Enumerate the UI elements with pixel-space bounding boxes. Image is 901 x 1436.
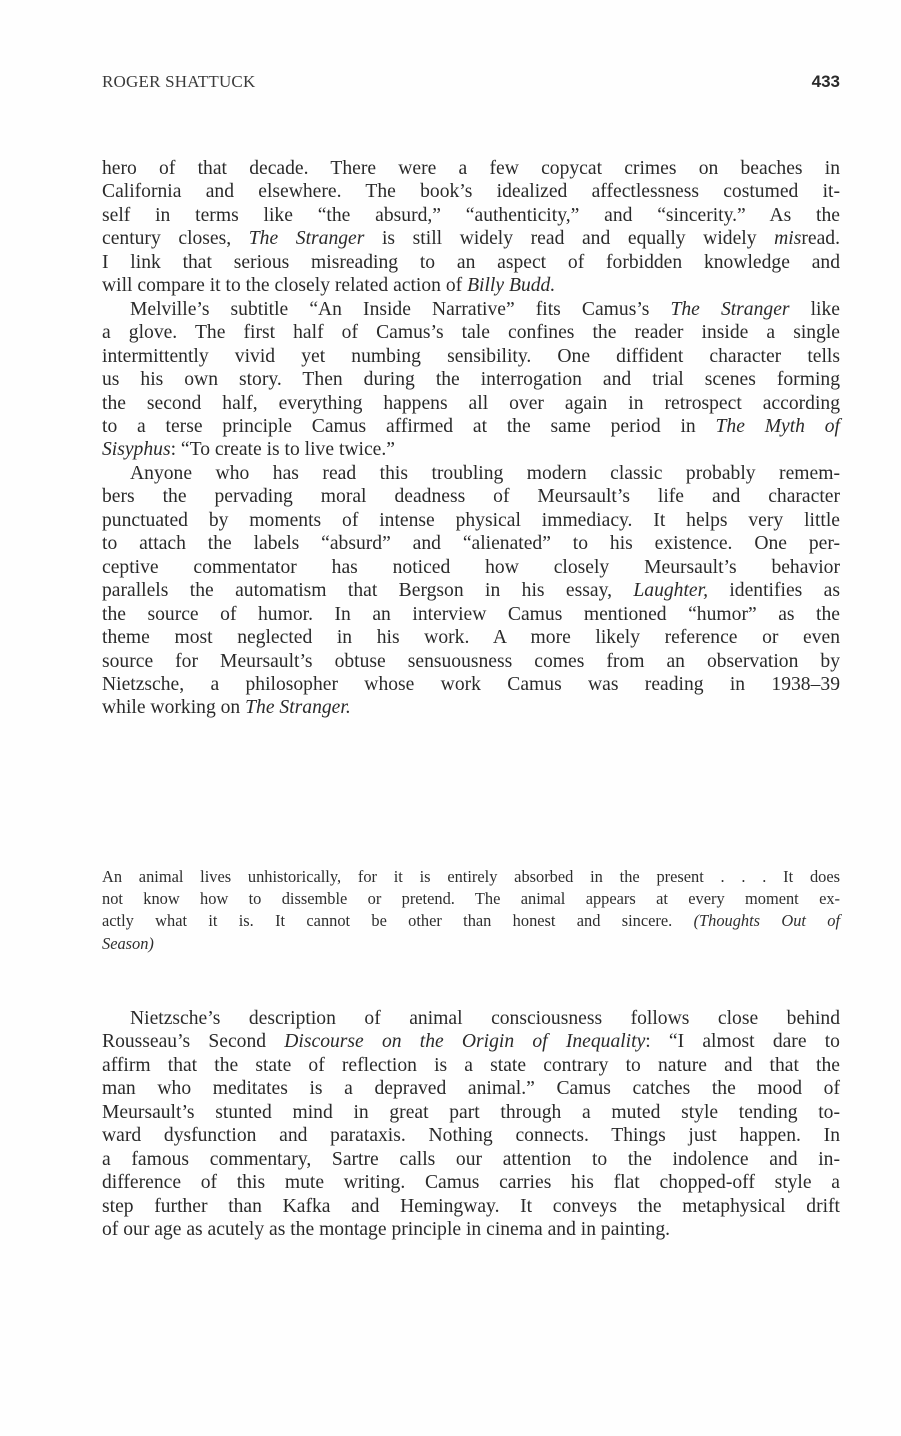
paragraph-p1 xyxy=(102,157,840,298)
text-run: not know how to dissemble or pretend. The animal appears at every moment ex- xyxy=(102,889,840,909)
paragraph-p4 xyxy=(102,1007,840,1242)
text-run: parallels the automatism that Bergson in his essay, xyxy=(102,580,634,602)
italic-title: (Thoughts Out of xyxy=(693,911,841,931)
text-run: Meursault’s stunted mind in great part through a muted style tending to- xyxy=(102,1101,840,1123)
text-line xyxy=(102,1148,840,1171)
text-line xyxy=(102,866,840,888)
text-run: will compare it to the closely related action of xyxy=(102,275,468,297)
text-line xyxy=(102,626,840,649)
text-run: intermittently vivid yet numbing sensibility. One diffident character tells xyxy=(102,345,840,367)
text-line xyxy=(102,509,840,532)
text-line xyxy=(102,415,840,438)
italic-title: Billy Budd. xyxy=(467,275,556,297)
text-line xyxy=(102,673,840,696)
text-run: century closes, xyxy=(102,228,249,250)
text-line xyxy=(102,696,840,719)
text-line xyxy=(102,1030,840,1053)
italic-title: mis xyxy=(774,228,802,250)
text-run: source for Meursault’s obtuse sensuousness comes from an observation by xyxy=(102,650,840,672)
text-run: us his own story. Then during the interrogation and trial scenes forming xyxy=(102,369,840,391)
text-run: a glove. The first half of Camus’s tale confines the reader inside a single xyxy=(102,322,840,344)
text-line xyxy=(102,157,840,180)
text-line xyxy=(102,1101,840,1124)
text-run: punctuated by moments of intense physical immediacy. It helps very little xyxy=(102,509,840,531)
text-line xyxy=(102,298,840,321)
text-line xyxy=(102,579,840,602)
text-run: California and elsewhere. The book’s idealized affectlessness costumed it- xyxy=(102,181,840,203)
italic-title: Season) xyxy=(102,933,154,953)
italic-title: Sisyphus xyxy=(102,439,171,461)
page-number: 433 xyxy=(811,72,840,91)
text-run: the source of humor. In an interview Camus mentioned “humor” as the xyxy=(102,603,840,625)
text-line xyxy=(102,227,840,250)
body-text-before-quote xyxy=(102,157,840,720)
text-line xyxy=(102,933,840,955)
text-line xyxy=(102,1195,840,1218)
text-line xyxy=(102,438,840,461)
text-run: difference of this mute writing. Camus carries his flat chopped-off style a xyxy=(102,1172,840,1194)
text-run: read. xyxy=(801,228,840,250)
text-line xyxy=(102,180,840,203)
paragraph-p3 xyxy=(102,462,840,720)
text-run: : “To create is to live twice.” xyxy=(170,439,395,461)
text-line xyxy=(102,1218,840,1241)
text-run: identifies as xyxy=(707,580,840,602)
text-line xyxy=(102,392,840,415)
text-line xyxy=(102,321,840,344)
text-line xyxy=(102,462,840,485)
text-run: a famous commentary, Sartre calls our attention to the indolence and in- xyxy=(102,1148,840,1170)
text-run: is still widely read and equally widely xyxy=(364,228,775,250)
text-line xyxy=(102,274,840,297)
text-run: hero of that decade. There were a few copycat crimes on beaches in xyxy=(102,158,840,179)
running-head xyxy=(102,72,840,96)
text-line xyxy=(102,603,840,626)
text-run: : “I almost dare to xyxy=(645,1031,840,1053)
text-line xyxy=(102,345,840,368)
text-line xyxy=(102,1171,840,1194)
block-quote-nietzsche xyxy=(102,866,840,955)
text-line xyxy=(102,650,840,673)
text-run: while working on xyxy=(102,697,246,719)
text-run: to a terse principle Camus affirmed at the same period in xyxy=(102,415,716,437)
text-run: theme most neglected in his work. A more likely reference or even xyxy=(102,627,840,649)
text-line xyxy=(102,556,840,579)
italic-title: Discourse on the Origin of Inequality xyxy=(284,1031,646,1053)
italic-title: Laughter, xyxy=(633,580,708,602)
text-run: actly what it is. It cannot be other than honest and sincere. xyxy=(102,911,694,931)
text-run: of our age as acutely as the montage principle in cinema and in painting. xyxy=(102,1219,671,1241)
text-line xyxy=(102,204,840,227)
text-run: ward dysfunction and parataxis. Nothing connects. Things just happen. In xyxy=(102,1125,840,1147)
italic-title: The Stranger. xyxy=(245,697,351,719)
text-run: to attach the labels “absurd” and “alienated” to his existence. One per- xyxy=(102,533,840,555)
text-line xyxy=(102,485,840,508)
text-run: affirm that the state of reflection is a state contrary to nature and that the xyxy=(102,1054,840,1076)
text-line xyxy=(102,251,840,274)
text-run: Nietzsche’s description of animal consciousness follows close behind xyxy=(130,1008,840,1029)
text-run: ceptive commentator has noticed how closely Meursault’s behavior xyxy=(102,556,840,578)
text-run: step further than Kafka and Hemingway. It conveys the metaphysical drift xyxy=(102,1195,840,1217)
text-run: Melville’s subtitle “An Inside Narrative” fits Camus’s xyxy=(130,298,671,320)
text-run: man who meditates is a depraved animal.” Camus catches the mood of xyxy=(102,1078,840,1100)
running-head-author: ROGER SHATTUCK xyxy=(102,72,256,91)
text-run: Anyone who has read this troubling modern classic probably remem- xyxy=(130,462,840,484)
text-run: like xyxy=(789,298,840,320)
text-run: self in terms like “the absurd,” “authenticity,” and “sincerity.” As the xyxy=(102,204,840,226)
text-line xyxy=(102,1054,840,1077)
text-line xyxy=(102,1007,840,1030)
body-text-after-quote xyxy=(102,1007,840,1242)
text-line xyxy=(102,910,840,932)
text-run: Nietzsche, a philosopher whose work Camus was reading in 1938–39 xyxy=(102,673,840,695)
text-run: bers the pervading moral deadness of Meursault’s life and character xyxy=(102,486,840,508)
text-run: the second half, everything happens all over again in retrospect according xyxy=(102,392,840,414)
text-line xyxy=(102,368,840,391)
text-line xyxy=(102,888,840,910)
text-line xyxy=(102,532,840,555)
italic-title: The Stranger xyxy=(248,228,365,250)
text-line xyxy=(102,1124,840,1147)
paragraph-p2 xyxy=(102,298,840,462)
text-run: Rousseau’s Second xyxy=(102,1031,285,1053)
text-run: An animal lives unhistorically, for it is entirely absorbed in the present . . . It does xyxy=(102,867,840,886)
italic-title: The Myth of xyxy=(715,415,841,437)
italic-title: The Stranger xyxy=(670,298,790,320)
text-run: I link that serious misreading to an aspect of forbidden knowledge and xyxy=(102,251,840,273)
text-line xyxy=(102,1077,840,1100)
